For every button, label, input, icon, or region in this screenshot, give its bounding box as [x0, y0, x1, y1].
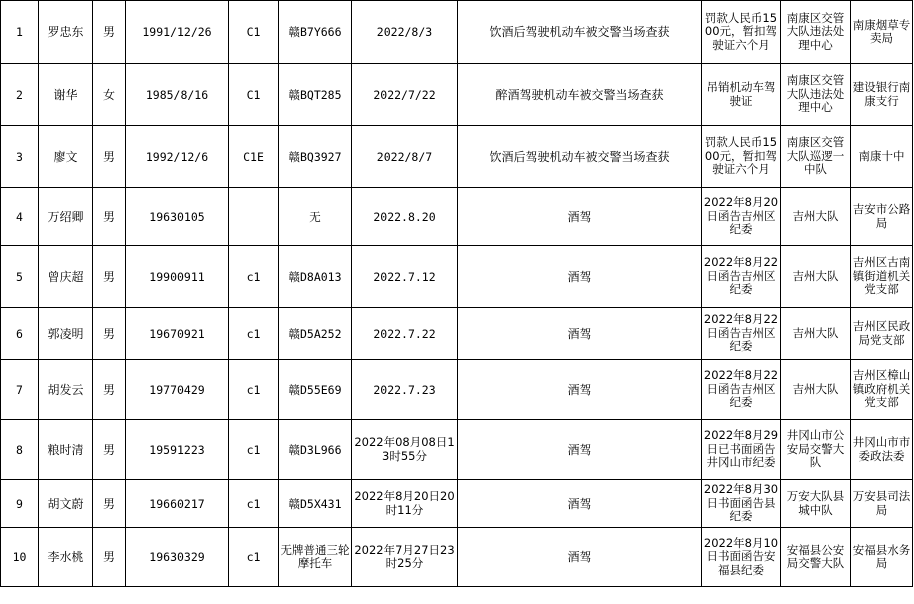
employer-cell: 井冈山市市委政法委 — [851, 420, 913, 480]
violation-reason-cell: 酒驾 — [458, 246, 702, 308]
table-row — [1, 360, 913, 420]
employer-cell: 吉州区民政局党支部 — [851, 308, 913, 360]
name-cell: 胡文蔚 — [39, 480, 93, 528]
employer-cell: 安福县水务局 — [851, 528, 913, 587]
gender-cell: 男 — [93, 246, 126, 308]
employer-cell: 建设银行南康支行 — [851, 64, 913, 126]
gender-cell: 男 — [93, 360, 126, 420]
birth-date-cell: 19630105 — [126, 188, 229, 246]
gender-cell: 男 — [93, 308, 126, 360]
violation-date-cell: 2022.7.22 — [352, 308, 458, 360]
plate-number-cell: 赣BQT285 — [279, 64, 352, 126]
birth-date-cell: 19770429 — [126, 360, 229, 420]
name-cell: 谢华 — [39, 64, 93, 126]
table-row — [1, 64, 913, 126]
violation-date-cell: 2022年8月20日20时11分 — [352, 480, 458, 528]
birth-date-cell: 19591223 — [126, 420, 229, 480]
plate-number-cell: 赣B7Y666 — [279, 1, 352, 64]
penalty-cell: 2022年8月29日已书面函告井冈山市纪委 — [702, 420, 781, 480]
violation-date-cell: 2022年7月27日23时25分 — [352, 528, 458, 587]
birth-date-cell: 19900911 — [126, 246, 229, 308]
gender-cell: 男 — [93, 480, 126, 528]
penalty-cell: 2022年8月22日函告吉州区纪委 — [702, 246, 781, 308]
birth-date-cell: 19670921 — [126, 308, 229, 360]
license-type-cell: c1 — [229, 246, 279, 308]
violation-reason-cell: 饮酒后驾驶机动车被交警当场查获 — [458, 126, 702, 188]
penalty-cell: 吊销机动车驾驶证 — [702, 64, 781, 126]
penalty-cell: 2022年8月20日函告吉州区纪委 — [702, 188, 781, 246]
plate-number-cell: 无牌普通三轮摩托车 — [279, 528, 352, 587]
handling-agency-cell: 南康区交管大队巡逻一中队 — [781, 126, 851, 188]
license-type-cell: C1E — [229, 126, 279, 188]
violation-reason-cell: 酒驾 — [458, 188, 702, 246]
gender-cell: 男 — [93, 1, 126, 64]
gender-cell: 男 — [93, 126, 126, 188]
violation-date-cell: 2022/7/22 — [352, 64, 458, 126]
plate-number-cell: 赣D5X431 — [279, 480, 352, 528]
row-number-cell: 1 — [1, 1, 39, 64]
handling-agency-cell: 吉州大队 — [781, 188, 851, 246]
gender-cell: 男 — [93, 188, 126, 246]
table-row — [1, 308, 913, 360]
violation-date-cell: 2022/8/7 — [352, 126, 458, 188]
plate-number-cell: 赣D5A252 — [279, 308, 352, 360]
table-row — [1, 1, 913, 64]
name-cell: 万绍卿 — [39, 188, 93, 246]
name-cell: 郭凌明 — [39, 308, 93, 360]
plate-number-cell: 赣D8A013 — [279, 246, 352, 308]
penalty-cell: 2022年8月22日函告吉州区纪委 — [702, 360, 781, 420]
gender-cell: 女 — [93, 64, 126, 126]
plate-number-cell: 无 — [279, 188, 352, 246]
row-number-cell: 9 — [1, 480, 39, 528]
employer-cell: 吉州区古南镇街道机关党支部 — [851, 246, 913, 308]
license-type-cell: c1 — [229, 420, 279, 480]
name-cell: 胡发云 — [39, 360, 93, 420]
gender-cell: 男 — [93, 420, 126, 480]
violation-reason-cell: 酒驾 — [458, 308, 702, 360]
violation-date-cell: 2022.7.12 — [352, 246, 458, 308]
row-number-cell: 4 — [1, 188, 39, 246]
row-number-cell: 10 — [1, 528, 39, 587]
name-cell: 罗忠东 — [39, 1, 93, 64]
birth-date-cell: 19660217 — [126, 480, 229, 528]
license-type-cell — [229, 188, 279, 246]
birth-date-cell: 1991/12/26 — [126, 1, 229, 64]
table-row — [1, 420, 913, 480]
penalty-cell: 罚款人民币1500元，暂扣驾驶证六个月 — [702, 126, 781, 188]
employer-cell: 万安县司法局 — [851, 480, 913, 528]
penalty-cell: 2022年8月30日书面函告县纪委 — [702, 480, 781, 528]
employer-cell: 南康十中 — [851, 126, 913, 188]
license-type-cell: c1 — [229, 360, 279, 420]
name-cell: 曾庆超 — [39, 246, 93, 308]
name-cell: 粮时清 — [39, 420, 93, 480]
plate-number-cell: 赣BQ3927 — [279, 126, 352, 188]
license-type-cell: c1 — [229, 528, 279, 587]
violation-reason-cell: 酒驾 — [458, 420, 702, 480]
violation-reason-cell: 酒驾 — [458, 528, 702, 587]
birth-date-cell: 1992/12/6 — [126, 126, 229, 188]
table-row — [1, 126, 913, 188]
handling-agency-cell: 万安大队县城中队 — [781, 480, 851, 528]
name-cell: 李水桃 — [39, 528, 93, 587]
name-cell: 廖文 — [39, 126, 93, 188]
violation-reason-cell: 酒驾 — [458, 360, 702, 420]
handling-agency-cell: 南康区交管大队违法处理中心 — [781, 1, 851, 64]
row-number-cell: 5 — [1, 246, 39, 308]
handling-agency-cell: 南康区交管大队违法处理中心 — [781, 64, 851, 126]
gender-cell: 男 — [93, 528, 126, 587]
violation-date-cell: 2022年08月08日13时55分 — [352, 420, 458, 480]
table-row — [1, 528, 913, 587]
handling-agency-cell: 吉州大队 — [781, 246, 851, 308]
row-number-cell: 8 — [1, 420, 39, 480]
license-type-cell: C1 — [229, 64, 279, 126]
handling-agency-cell: 安福县公安局交警大队 — [781, 528, 851, 587]
violation-reason-cell: 酒驾 — [458, 480, 702, 528]
violation-date-cell: 2022.8.20 — [352, 188, 458, 246]
license-type-cell: C1 — [229, 1, 279, 64]
employer-cell: 南康烟草专卖局 — [851, 1, 913, 64]
birth-date-cell: 19630329 — [126, 528, 229, 587]
violation-date-cell: 2022/8/3 — [352, 1, 458, 64]
table-row — [1, 188, 913, 246]
penalty-cell: 2022年8月10日书面函告安福县纪委 — [702, 528, 781, 587]
row-number-cell: 6 — [1, 308, 39, 360]
plate-number-cell: 赣D55E69 — [279, 360, 352, 420]
handling-agency-cell: 吉州大队 — [781, 360, 851, 420]
license-type-cell: c1 — [229, 480, 279, 528]
handling-agency-cell: 吉州大队 — [781, 308, 851, 360]
plate-number-cell: 赣D3L966 — [279, 420, 352, 480]
license-type-cell: c1 — [229, 308, 279, 360]
table-row — [1, 480, 913, 528]
penalty-cell: 罚款人民币1500元，暂扣驾驶证六个月 — [702, 1, 781, 64]
table-row — [1, 246, 913, 308]
employer-cell: 吉州区樟山镇政府机关党支部 — [851, 360, 913, 420]
employer-cell: 吉安市公路局 — [851, 188, 913, 246]
birth-date-cell: 1985/8/16 — [126, 64, 229, 126]
handling-agency-cell: 井冈山市公安局交警大队 — [781, 420, 851, 480]
row-number-cell: 3 — [1, 126, 39, 188]
penalty-cell: 2022年8月22日函告吉州区纪委 — [702, 308, 781, 360]
violation-date-cell: 2022.7.23 — [352, 360, 458, 420]
violation-reason-cell: 醉酒驾驶机动车被交警当场查获 — [458, 64, 702, 126]
row-number-cell: 2 — [1, 64, 39, 126]
row-number-cell: 7 — [1, 360, 39, 420]
violation-reason-cell: 饮酒后驾驶机动车被交警当场查获 — [458, 1, 702, 64]
